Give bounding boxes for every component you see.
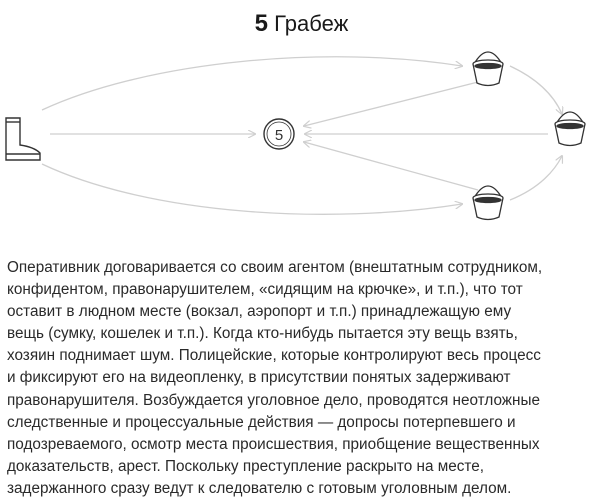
- arrow-top-bucket-to-coin: [304, 82, 478, 126]
- arrow-boot-to-bottom-bucket: [42, 164, 462, 214]
- arrow-bottom-bucket-to-coin: [304, 142, 478, 190]
- text-line: правонарушителя. Возбуждается уголовное дело, проводятся неотложные: [7, 391, 540, 409]
- text-line: оставит в людном месте (вокзал, аэропорт и т.п.) принадлежащую ему: [7, 303, 512, 321]
- bucket-icon-bottom: [473, 186, 503, 220]
- text-line: конфидентом, правонарушителем, «сидящим на крючке», и т.п.), что тот: [7, 281, 523, 299]
- text-line: вещь (сумку, кошелек и т.п.). Когда кто-нибудь пытается эту вещь взять,: [7, 325, 518, 343]
- text-line: задержанного сразу ведут к следователю с готовым уголовным делом.: [7, 479, 512, 497]
- text-line: следственные и процессуальные действия — допросы потерпевшего и: [7, 413, 516, 431]
- description-text: [7, 257, 603, 500]
- text-line: и фиксируют его на видеопленку, в присутствии понятых задерживают: [7, 369, 511, 387]
- page-title: [0, 10, 603, 38]
- coin-label: 5: [274, 127, 284, 144]
- title-number: 5: [254, 10, 268, 37]
- bucket-icon-top: [473, 52, 503, 86]
- arrow-top-to-middle-bucket: [510, 66, 562, 114]
- arrow-bottom-to-middle-bucket: [510, 156, 562, 200]
- text-line: доказательств, арест. Поскольку преступление раскрыто на месте,: [7, 457, 484, 475]
- title-text: Грабеж: [274, 11, 349, 36]
- text-line: хозяин поднимает шум. Полицейские, которые контролируют весь процесс: [7, 347, 541, 365]
- boot-icon: [6, 118, 40, 160]
- bucket-icon-middle: [555, 112, 585, 146]
- scheme-diagram: [0, 40, 603, 240]
- text-line: подозреваемого, осмотр места происшествия, приобщение вещественных: [7, 435, 540, 453]
- coin-icon: [264, 119, 294, 149]
- text-line: Оперативник договаривается со своим агентом (внештатным сотрудником,: [7, 259, 543, 276]
